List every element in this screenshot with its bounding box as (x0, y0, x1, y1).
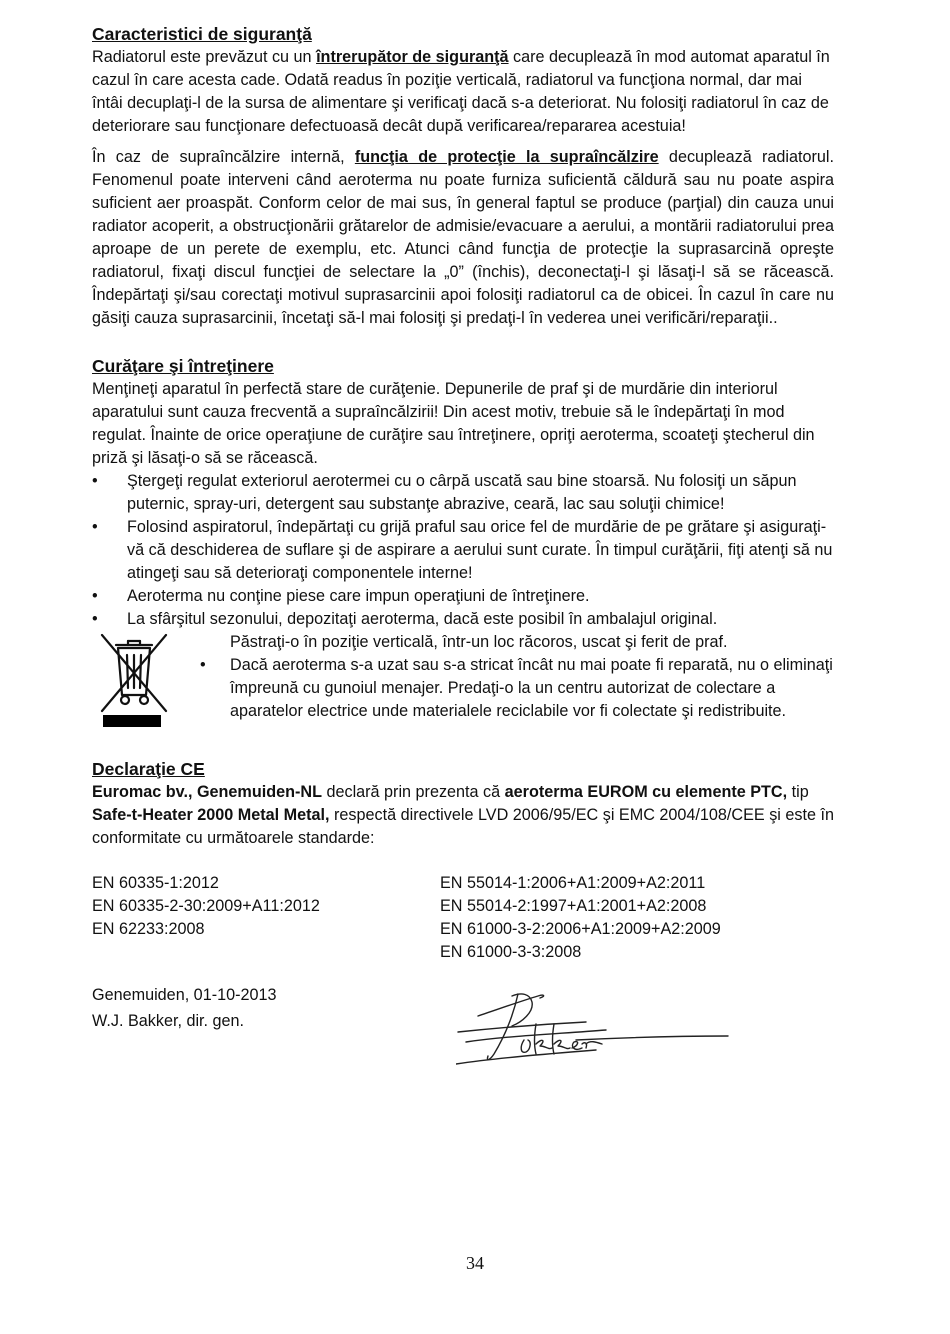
safety-paragraph-1: Radiatorul este prevăzut cu un întrerupător de siguranţă care decuplează în mod automat aparatul în cazul în care acesta cade. Odată readus în poziţie verticală, radiatorul va funcţiona normal, dar mai întâi decuplaţi-l de la sursa de alimentare şi verificaţi dacă s-a deteriorat. Nu folosiţi radiatorul în caz de deteriorare sau funcţionare defectuoasă decât după verificarea/repararea acestuia! (92, 48, 830, 135)
standard-item: EN 60335-2-30:2009+A11:2012 (92, 897, 320, 915)
list-item: • Aeroterma nu conţine piese care impun operaţiuni de întreţinere. (92, 585, 834, 608)
section-title-declaration: Declaraţie CE (92, 759, 205, 779)
standards-column-left (92, 872, 440, 964)
handwritten-signature (456, 984, 732, 1080)
standard-item: EN 62233:2008 (92, 920, 205, 938)
place-date: Genemuiden, 01-10-2013 (92, 986, 277, 1004)
standard-item: EN 55014-1:2006+A1:2009+A2:2011 (440, 874, 706, 892)
overheat-protection-term: funcţia de protecţie la supraîncălzire (354, 148, 659, 166)
storage-line: Păstraţi-o în poziţie verticală, într-un loc răcoros, uscat şi ferit de praf. (230, 633, 728, 651)
declaration-text: Euromac bv., Genemuiden-NL declară prin prezenta că aeroterma EUROM cu elemente PTC, tip Safe-t-Heater 2000 Metal Metal, respectă directivele LVD 2006/95/EC şi EMC 2004/108/CEE şi este în conformitate cu următoarele standarde: (92, 783, 834, 847)
safety-switch-term: întrerupător de siguranţă (316, 48, 509, 66)
safety-paragraph-2: În caz de supraîncălzire internă, funcţia de protecţie la supraîncălzire decuplează radiatorul. Fenomenul poate interveni când aeroterma nu poate furniza suficientă căldură sau nu poate aspira suficient aer proaspăt. Conform celor de mai sus, în general faptul se produce (parţial) din cauza unui radiator acoperit, a obstrucţionării grătarelor de admisie/evacuare a aerului, a montării radiatorului prea aproape de un perete de exemplu, etc. Atunci când funcţia de protecţie la suprasarcină opreşte radiatorul, fixaţi discul funcţiei de selectare la „0” (închis), deconectaţi-l şi lăsaţi-l să se răcească. Îndepărtaţi şi/sau corectaţi motivul suprasarcinii apoi folosiţi radiatorul ca de obicei. În cazul în care nu găsiţi cauza suprasarcinii, încetaţi să-l mai folosiţi şi predaţi-l în vederea unei verificări/reparaţii.. (92, 148, 834, 327)
standard-item: EN 55014-2:1997+A1:2001+A2:2008 (440, 897, 707, 915)
cleaning-intro: Menţineţi aparatul în perfectă stare de curăţenie. Depunerile de praf şi de murdărie din interiorul aparatului sunt cauza frecventă a supraîncălzirii! Din acest motiv, trebuie să le îndepărtaţi în mod regulat. Înainte de orice operaţiune de curăţire sau întreţinere, opriţi aeroterma, scoateţi ştecherul din priză şi lăsaţi-o să se răcească. (92, 380, 815, 467)
standards-column-right (440, 872, 834, 964)
document-page (92, 22, 834, 1074)
standard-item: EN 61000-3-2:2006+A1:2009+A2:2009 (440, 920, 721, 938)
standard-item: EN 61000-3-3:2008 (440, 943, 582, 961)
list-item: • Ştergeţi regulat exteriorul aerotermei cu o cârpă uscată sau bine stoarsă. Nu folosiţi un săpun puternic, spray-uri, detergent sau substanţe abrazive, ceară, lac sau soluţii chimice! (92, 470, 834, 516)
page-number: 34 (466, 1253, 484, 1273)
disposal-instruction: • Dacă aeroterma s-a uzat sau s-a stricat încât nu mai poate fi reparată, nu o eliminaţi împreună cu gunoiul menajer. Predaţi-o la un centru autorizat de colectare a aparatelor electrice unde materialele reciclabile vor fi colectate şi redistribuite. (230, 654, 834, 723)
signatory-name: W.J. Bakker, dir. gen. (92, 1012, 245, 1030)
crossed-out-wheelie-bin-icon (98, 633, 170, 729)
section-title-safety: Caracteristici de siguranţă (92, 24, 312, 44)
disposal-block (92, 631, 834, 743)
list-item: • Folosind aspiratorul, îndepărtaţi cu grijă praful sau orice fel de murdărie de pe grătare şi asiguraţi-vă că deschiderea de suflare şi de aspirare a aerului sunt curate. În timpul curăţării, fiţi atenţi să nu atingeţi sau să deterioraţi componentele interne! (92, 516, 834, 585)
signature-block (92, 984, 834, 1074)
standard-item: EN 60335-1:2012 (92, 874, 219, 892)
standards-list (92, 872, 834, 964)
list-item: • La sfârşitul sezonului, depozitaţi aeroterma, dacă este posibil în ambalajul original. (92, 608, 834, 631)
section-title-cleaning: Curăţare şi întreţinere (92, 356, 274, 376)
cleaning-bullet-list (92, 470, 834, 631)
disposal-text (230, 631, 834, 723)
